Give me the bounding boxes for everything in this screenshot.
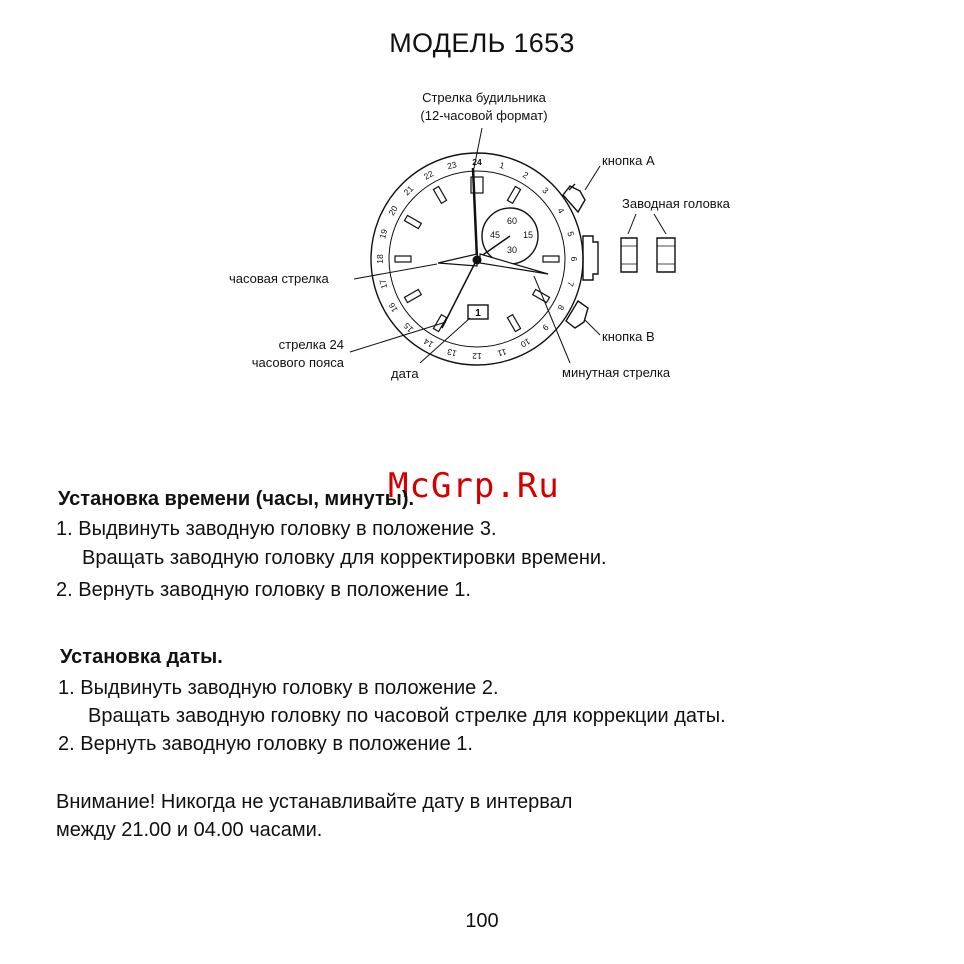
hour-marker bbox=[507, 315, 520, 332]
label-button-b: кнопка В bbox=[602, 329, 655, 344]
label-hand-24-zone: часового пояса bbox=[251, 355, 344, 370]
crown-position-3 bbox=[657, 238, 675, 272]
crown-position-1 bbox=[583, 236, 598, 280]
bezel-number: 4 bbox=[555, 205, 567, 216]
bezel-number: 17 bbox=[377, 278, 390, 290]
hand-24 bbox=[442, 259, 477, 328]
section-date-step-1: 1. Выдвинуть заводную головку в положение 2. bbox=[58, 677, 499, 699]
hour-marker bbox=[404, 215, 421, 228]
hour-marker bbox=[404, 289, 421, 302]
sub-dial-30: 30 bbox=[506, 245, 518, 255]
bezel-number: 2 bbox=[520, 169, 531, 181]
section-time-step-2: 2. Вернуть заводную головку в положение 1. bbox=[56, 579, 471, 601]
label-crown: Заводная головка bbox=[622, 196, 730, 211]
section-date-step-1b: Вращать заводную головку по часовой стрелке для коррекции даты. bbox=[88, 705, 726, 727]
bezel-number: 19 bbox=[377, 228, 390, 240]
bezel-number: 7 bbox=[565, 280, 577, 288]
bezel-number: 18 bbox=[375, 254, 385, 264]
hour-marker bbox=[395, 256, 411, 262]
hour-marker bbox=[433, 186, 446, 203]
page-title: МОДЕЛЬ 1653 bbox=[389, 28, 575, 58]
label-hour-hand: часовая стрелка bbox=[229, 271, 329, 286]
minute-hand bbox=[480, 254, 548, 274]
label-alarm-hand: Стрелка будильника bbox=[422, 90, 546, 105]
bezel-number: 11 bbox=[496, 346, 508, 359]
label-date: дата bbox=[391, 366, 419, 381]
bezel-number: 16 bbox=[386, 300, 400, 315]
bezel-number: 22 bbox=[421, 168, 436, 182]
bezel-number: 13 bbox=[446, 346, 458, 359]
hour-marker bbox=[533, 289, 550, 302]
section-time-heading: Установка времени (часы, минуты). bbox=[58, 488, 415, 510]
watch-diagram bbox=[0, 0, 964, 470]
warning-line-2: между 21.00 и 04.00 часами. bbox=[56, 819, 323, 841]
label-minute-hand: минутная стрелка bbox=[562, 365, 671, 380]
bezel-number: 14 bbox=[421, 336, 436, 350]
bezel-number: 10 bbox=[518, 336, 533, 350]
button-b-shape bbox=[566, 301, 588, 328]
label-hand-24: стрелка 24 bbox=[278, 337, 344, 352]
warning-line-1: Внимание! Никогда не устанавливайте дату в интервал bbox=[56, 791, 573, 813]
bezel-number: 8 bbox=[555, 302, 567, 313]
section-date-heading: Установка даты. bbox=[60, 646, 223, 668]
section-time-step-1b: Вращать заводную головку для корректировки времени. bbox=[82, 547, 607, 569]
bezel-number: 15 bbox=[401, 320, 416, 335]
bezel-number: 3 bbox=[540, 185, 551, 196]
bezel-number: 12 bbox=[472, 351, 482, 361]
hour-marker bbox=[507, 186, 520, 203]
bezel-number: 20 bbox=[386, 203, 400, 218]
bezel-number: 24 bbox=[472, 157, 482, 167]
date-value: 1 bbox=[475, 308, 481, 319]
hour-marker bbox=[543, 256, 559, 262]
watermark: McGrp.Ru bbox=[388, 466, 560, 506]
section-date-step-2: 2. Вернуть заводную головку в положение 1. bbox=[58, 733, 473, 755]
bezel-number: 5 bbox=[565, 230, 577, 238]
bezel-number: 23 bbox=[446, 159, 458, 172]
bezel-number: 1 bbox=[498, 159, 506, 171]
hour-hand bbox=[438, 254, 477, 266]
label-button-a: кнопка А bbox=[602, 153, 655, 168]
crown-position-2 bbox=[621, 238, 637, 272]
sub-dial-60: 60 bbox=[506, 216, 518, 226]
alarm-hand bbox=[473, 168, 477, 259]
section-time-step-1: 1. Выдвинуть заводную головку в положение 3. bbox=[56, 518, 497, 540]
sub-dial-15: 15 bbox=[522, 230, 534, 240]
sub-dial-45: 45 bbox=[489, 230, 501, 240]
label-alarm-hand-format: (12-часовой формат) bbox=[420, 108, 548, 123]
bezel-number: 9 bbox=[540, 322, 551, 333]
page-number: 100 bbox=[465, 910, 499, 932]
bezel-number: 6 bbox=[569, 256, 579, 262]
bezel-number: 21 bbox=[401, 183, 416, 198]
